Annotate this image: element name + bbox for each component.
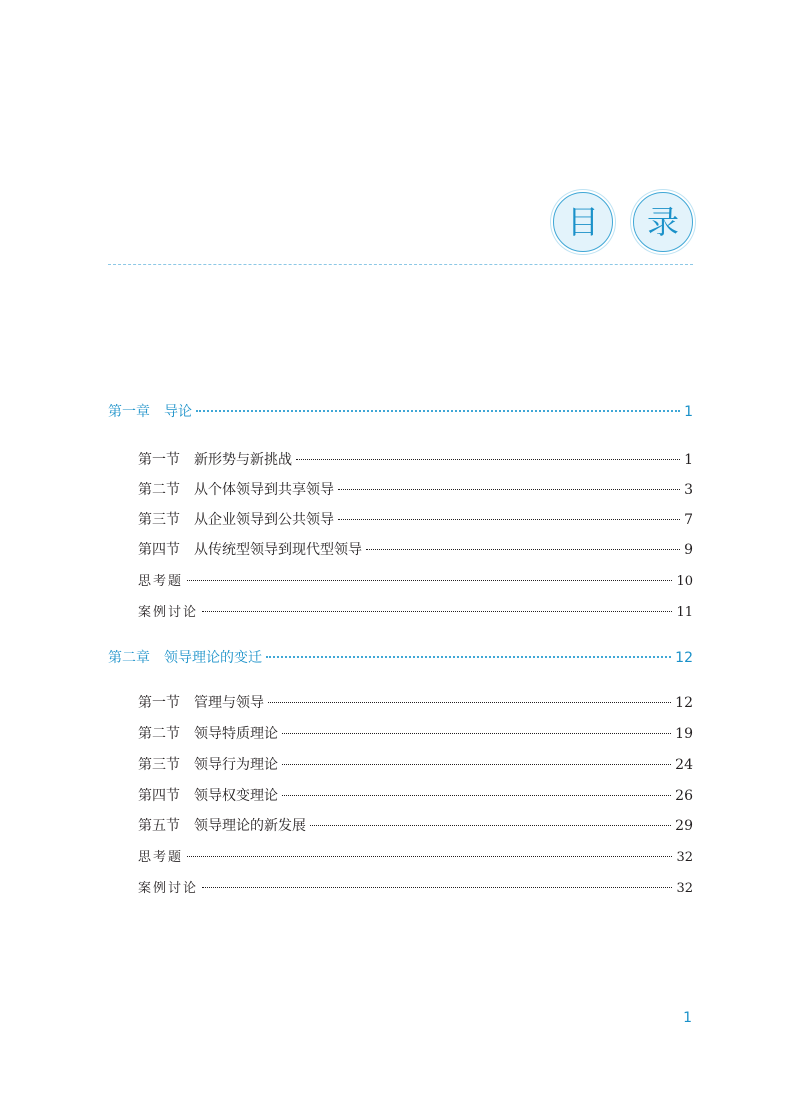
dot-leader	[266, 656, 671, 658]
entry-label: 第一节 管理与领导	[138, 695, 264, 711]
entry-label: 第二章 领导理论的变迁	[108, 650, 262, 666]
entry-label: 第一章 导论	[108, 404, 192, 420]
entry-page: 32	[676, 850, 693, 865]
entry-label: 第二节 从个体领导到共享领导	[138, 482, 334, 498]
entry-page: 11	[676, 605, 693, 620]
entry-page: 12	[675, 650, 693, 666]
dot-leader	[338, 489, 680, 490]
toc-section-entry[interactable]	[138, 785, 693, 807]
entry-label: 思考题	[138, 574, 184, 589]
toc-chapter-entry[interactable]	[108, 647, 693, 669]
entry-label: 案例讨论	[138, 881, 199, 896]
toc-section-entry[interactable]	[138, 509, 693, 531]
title-char: 录	[646, 203, 679, 241]
entry-page: 26	[675, 788, 693, 804]
entry-label: 第五节 领导理论的新发展	[138, 818, 306, 834]
dot-leader	[338, 519, 680, 520]
entry-label: 第三节 领导行为理论	[138, 757, 278, 773]
entry-label: 第一节 新形势与新挑战	[138, 452, 292, 468]
dot-leader	[187, 856, 672, 857]
toc-chapter-entry[interactable]	[108, 401, 693, 423]
title-char-circle	[633, 192, 693, 252]
dot-leader	[282, 795, 671, 796]
dot-leader	[196, 410, 680, 412]
entry-label: 第四节 领导权变理论	[138, 788, 278, 804]
toc-section-entry[interactable]	[138, 723, 693, 745]
entry-page: 3	[684, 482, 693, 498]
entry-label: 第三节 从企业领导到公共领导	[138, 512, 334, 528]
entry-label: 思考题	[138, 850, 184, 865]
toc-section-entry[interactable]	[138, 539, 693, 561]
entry-page: 1	[684, 404, 693, 420]
toc-extra-entry[interactable]	[138, 877, 693, 899]
entry-label: 第二节 领导特质理论	[138, 726, 278, 742]
page-number: 1	[683, 1010, 692, 1026]
title-divider	[108, 264, 693, 265]
entry-page: 29	[675, 818, 693, 834]
entry-label: 第四节 从传统型领导到现代型领导	[138, 542, 362, 558]
entry-page: 32	[676, 881, 693, 896]
entry-label: 案例讨论	[138, 605, 199, 620]
title-char-circle	[553, 192, 613, 252]
dot-leader	[202, 611, 672, 612]
toc-section-entry[interactable]	[138, 815, 693, 837]
entry-page: 7	[684, 512, 693, 528]
dot-leader	[282, 733, 671, 734]
entry-page: 9	[684, 542, 693, 558]
entry-page: 10	[676, 574, 693, 589]
dot-leader	[282, 764, 671, 765]
toc-extra-entry[interactable]	[138, 601, 693, 623]
toc-extra-entry[interactable]	[138, 570, 693, 592]
toc-section-entry[interactable]	[138, 754, 693, 776]
dot-leader	[187, 580, 672, 581]
dot-leader	[268, 702, 671, 703]
toc-section-entry[interactable]	[138, 449, 693, 471]
toc-section-entry[interactable]	[138, 479, 693, 501]
entry-page: 1	[684, 452, 693, 468]
toc-title	[551, 192, 696, 254]
entry-page: 19	[675, 726, 693, 742]
dot-leader	[310, 825, 671, 826]
dot-leader	[202, 887, 672, 888]
entry-page: 24	[675, 757, 693, 773]
entry-page: 12	[675, 695, 693, 711]
dot-leader	[366, 549, 680, 550]
title-char: 目	[566, 203, 599, 241]
dot-leader	[296, 459, 680, 460]
toc-extra-entry[interactable]	[138, 846, 693, 868]
toc-section-entry[interactable]	[138, 692, 693, 714]
